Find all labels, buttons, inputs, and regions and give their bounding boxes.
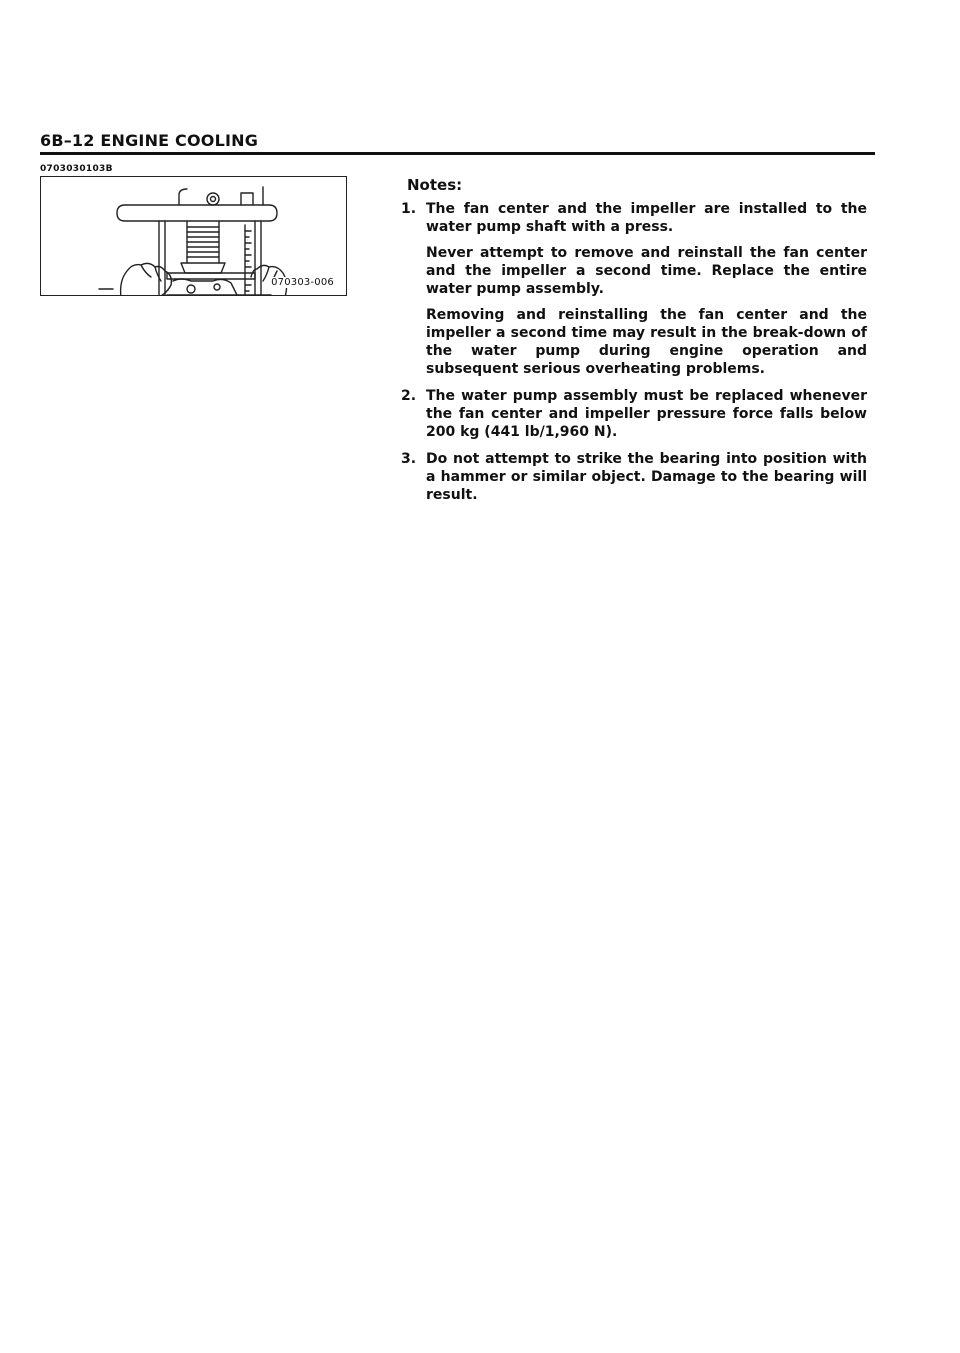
page-header <box>40 131 875 150</box>
note-body <box>426 450 867 504</box>
note-number: 1. <box>401 201 417 217</box>
notes-section <box>401 176 867 513</box>
note-item <box>401 387 867 441</box>
note-paragraph: Do not attempt to strike the bearing into position with a hammer or similar object. Damage to the bearing will result. <box>426 451 867 503</box>
water-pump-press-figure <box>40 176 347 296</box>
note-paragraph: The fan center and the impeller are installed to the water pump shaft with a press. <box>426 201 867 235</box>
note-paragraph: Removing and reinstalling the fan center and the impeller a second time may result in the break-down of the water pump during engine operation and subsequent serious overheating problems. <box>426 307 867 377</box>
note-number: 2. <box>401 388 417 404</box>
page-title: 6B–12 ENGINE COOLING <box>40 131 259 150</box>
notes-heading: Notes: <box>407 176 463 194</box>
note-item <box>401 450 867 504</box>
figure-code: 0703030103B <box>40 164 113 174</box>
figure-caption: 070303-006 <box>271 277 334 288</box>
note-number: 3. <box>401 451 417 467</box>
header-rule <box>40 152 875 155</box>
note-body <box>426 200 867 378</box>
note-item <box>401 200 867 378</box>
note-paragraph: The water pump assembly must be replaced whenever the fan center and impeller pressure force falls below 200 kg (441 lb/1,960 N). <box>426 388 867 440</box>
note-body <box>426 387 867 441</box>
note-paragraph: Never attempt to remove and reinstall the fan center and the impeller a second time. Replace the entire water pump assembly. <box>426 245 867 297</box>
